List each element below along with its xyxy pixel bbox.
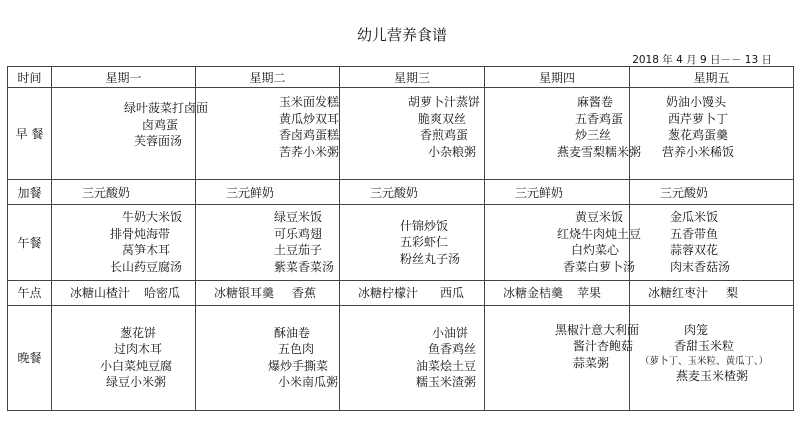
header-day: 星期三 xyxy=(340,67,485,88)
dish: 苦荞小米粥 xyxy=(279,144,340,159)
drink: 冰糖山楂汁 xyxy=(70,286,131,301)
menu-cell: 三元酸奶 xyxy=(52,180,196,205)
dish: 五香带鱼 xyxy=(670,226,719,241)
dish: 葱花饼 xyxy=(120,325,157,340)
dish: 炒三丝 xyxy=(575,128,612,143)
row-label: 午点 xyxy=(8,280,52,305)
dish: 糯玉米渣粥 xyxy=(416,375,477,390)
menu-cell xyxy=(485,88,642,180)
header-day: 星期四 xyxy=(485,67,630,88)
menu-cell xyxy=(340,305,485,410)
fruit: 香蕉 xyxy=(292,286,317,301)
drink: 冰糖红枣汁 xyxy=(648,286,709,301)
dish: 燕麦雪梨糯米粥 xyxy=(557,144,642,159)
dish: 肉末香菇汤 xyxy=(670,259,731,274)
header-day: 星期五 xyxy=(630,67,794,88)
dish: 香菜白萝卜汤 xyxy=(563,259,636,274)
dish: 油菜烩土豆 xyxy=(416,358,477,373)
menu-cell xyxy=(52,305,196,410)
dish: 西芹萝卜丁 xyxy=(668,111,729,126)
dish: 紫菜香菜汤 xyxy=(274,259,335,274)
dish: 绿豆小米粥 xyxy=(106,375,167,390)
dish: 酱汁杏鲍菇 xyxy=(573,339,634,354)
menu-cell: 三元酸奶 xyxy=(630,180,794,205)
menu-cell xyxy=(52,88,209,180)
dish: 香甜玉米粒 xyxy=(674,339,735,354)
drink: 冰糖柠檬汁 xyxy=(358,286,419,301)
header-day: 星期二 xyxy=(196,67,340,88)
dish: 莴笋木耳 xyxy=(122,243,171,258)
dish: 小杂粮粥 xyxy=(428,144,477,159)
dish: 胡萝卜汁蒸饼 xyxy=(408,95,481,110)
dish: 绿叶菠菜打卤面 xyxy=(124,101,209,116)
dish: 长山药豆腐汤 xyxy=(110,259,183,274)
menu-cell xyxy=(52,205,196,280)
menu-cell xyxy=(485,280,630,305)
dish: 芙蓉面汤 xyxy=(134,134,183,149)
dish: 蒜菜粥 xyxy=(573,355,610,370)
dish: 葱花鸡蛋羹 xyxy=(668,128,729,143)
row-label: 早 餐 xyxy=(8,88,52,180)
menu-cell xyxy=(485,305,640,410)
menu-table xyxy=(7,66,794,411)
menu-cell: 三元鲜奶 xyxy=(485,180,630,205)
dish: 黑椒汁意大利面 xyxy=(555,322,640,337)
fruit: 哈密瓜 xyxy=(144,286,181,301)
dish: 燕麦玉米楂粥 xyxy=(676,368,749,383)
dish: 小白菜炖豆腐 xyxy=(100,358,173,373)
fruit: 梨 xyxy=(726,286,739,301)
fruit: 西瓜 xyxy=(440,286,465,301)
dish: 什锦炒饭 xyxy=(400,218,449,233)
row-label: 加餐 xyxy=(8,180,52,205)
dish: 小米南瓜粥 xyxy=(278,375,339,390)
dish: 脆爽双丝 xyxy=(418,111,467,126)
dish: 玉米面发糕 xyxy=(279,95,340,110)
header-day: 星期一 xyxy=(52,67,196,88)
dish: 小油饼 xyxy=(432,325,469,340)
dish: 黄豆米饭 xyxy=(575,210,624,225)
dish: 奶油小馒头 xyxy=(666,95,727,110)
fruit: 苹果 xyxy=(577,286,602,301)
dish: 可乐鸡翅 xyxy=(274,226,323,241)
menu-cell xyxy=(196,88,340,180)
menu-cell: 三元酸奶 xyxy=(340,180,485,205)
menu-cell xyxy=(630,205,794,280)
snack-row xyxy=(8,180,794,205)
dish: 绿豆米饭 xyxy=(274,210,323,225)
dish: 五彩虾仁 xyxy=(400,235,449,250)
row-label: 晚餐 xyxy=(8,305,52,410)
dish: 鱼香鸡丝 xyxy=(428,342,477,357)
menu-cell xyxy=(196,205,340,280)
dish: 五色肉 xyxy=(278,342,315,357)
menu-cell xyxy=(340,205,485,280)
drink: 冰糖金桔羹 xyxy=(503,286,564,301)
header-time: 时间 xyxy=(8,67,52,88)
menu-cell: 三元鲜奶 xyxy=(196,180,340,205)
header-row xyxy=(8,67,794,88)
drink: 冰糖银耳羹 xyxy=(214,286,275,301)
dish: 麻酱卷 xyxy=(577,95,614,110)
menu-cell xyxy=(485,205,642,280)
dish: 香煎鸡蛋 xyxy=(420,128,469,143)
dish-note: （萝卜丁、玉米粒、黄瓜丁、） xyxy=(640,355,769,367)
menu-cell xyxy=(340,280,485,305)
dish: 酥油卷 xyxy=(274,325,311,340)
dish: 黄瓜炒双耳 xyxy=(279,111,340,126)
date-range: 2018 年 4 月 9 日－－ 13 日 xyxy=(632,54,772,66)
afternoon-snack-row xyxy=(8,280,794,305)
menu-cell xyxy=(340,88,485,180)
dish: 排骨炖海带 xyxy=(110,226,171,241)
menu-cell xyxy=(196,305,340,410)
dish: 蒜蓉双花 xyxy=(670,243,719,258)
menu-cell xyxy=(196,280,340,305)
menu-cell xyxy=(630,88,794,180)
dish: 过肉木耳 xyxy=(114,342,163,357)
page-title: 幼儿营养食谱 xyxy=(356,26,447,44)
dish: 营养小米稀饭 xyxy=(662,144,735,159)
dish: 金瓜米饭 xyxy=(670,210,719,225)
lunch-row xyxy=(8,205,794,280)
breakfast-row xyxy=(8,88,794,180)
menu-cell xyxy=(630,280,794,305)
dish: 卤鸡蛋 xyxy=(142,117,179,132)
dish: 土豆茄子 xyxy=(274,243,323,258)
menu-cell xyxy=(630,305,794,410)
row-label: 午餐 xyxy=(8,205,52,280)
dinner-row xyxy=(8,305,794,410)
dish: 红烧牛肉炖土豆 xyxy=(557,226,642,241)
dish: 爆炒手撕菜 xyxy=(268,358,329,373)
dish: 白灼菜心 xyxy=(571,243,620,258)
menu-cell xyxy=(52,280,196,305)
dish: 肉笼 xyxy=(684,322,709,337)
dish: 五香鸡蛋 xyxy=(575,111,624,126)
dish: 粉丝丸子汤 xyxy=(400,251,461,266)
dish: 香卤鸡蛋糕 xyxy=(279,128,340,143)
dish: 牛奶大米饭 xyxy=(122,210,183,225)
